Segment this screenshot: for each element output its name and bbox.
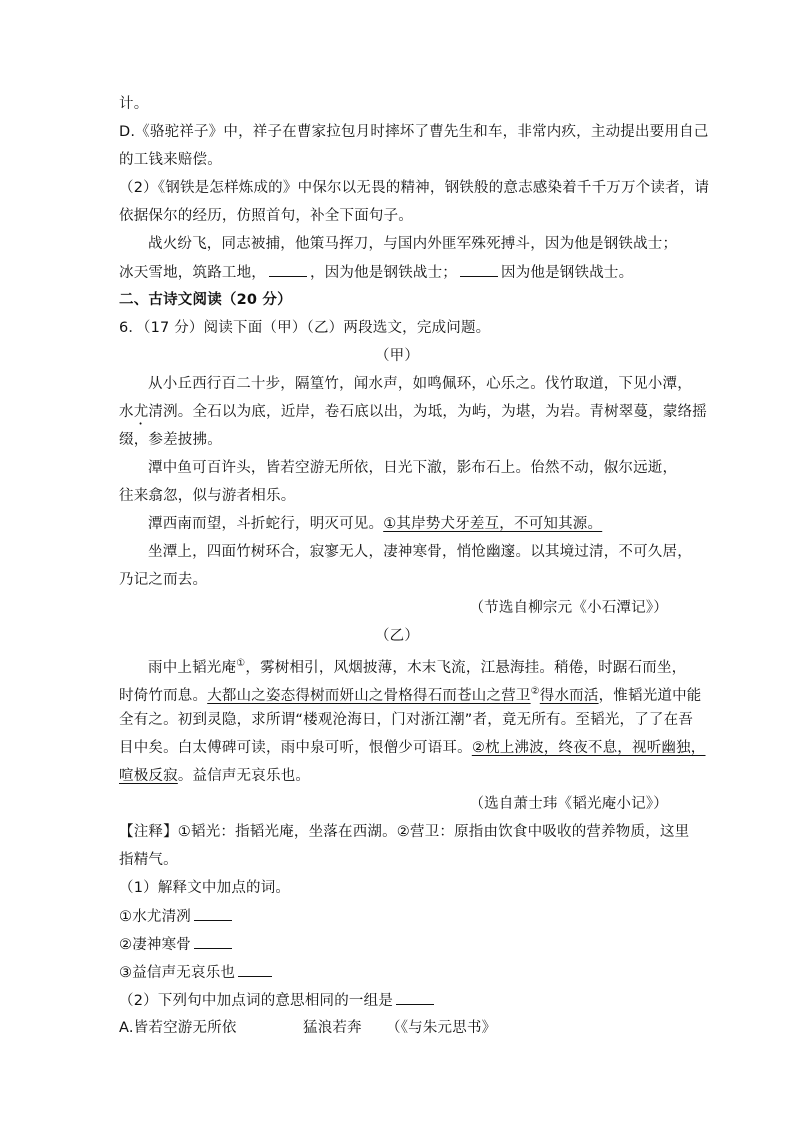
- passage-b-source: （选自萧士玮《韬光庵小记》）: [469, 796, 668, 812]
- notes-line-2: 指精气。: [119, 852, 178, 868]
- option-a-text: A.皆若空游无所依: [119, 1020, 237, 1036]
- text-run: ，雾树相引，风烟披薄，木末飞流，江悬海挂。稍倦，时踞石而坐，: [245, 659, 687, 676]
- text-run: 目中矣。白太傅碑可读，雨中泉可听，恨僧少可语耳。: [119, 740, 472, 756]
- item-text: ①水尤清冽: [119, 909, 191, 925]
- option-d-line-2: 的工钱来赔偿。: [119, 152, 222, 168]
- explain-item-3: [119, 962, 275, 983]
- answer-blank[interactable]: [238, 962, 272, 977]
- passage-b-line: [148, 654, 686, 678]
- option-a-compare: 猛浪若奔: [303, 1020, 362, 1036]
- passage-a-line: [119, 402, 707, 428]
- item-text: ③益信声无哀乐也: [119, 965, 236, 981]
- underlined-sentence-2-cont: 喧极反寂: [119, 768, 178, 784]
- explain-item-1: [119, 906, 235, 927]
- section-heading: 二、古诗文阅读（20 分）: [119, 292, 292, 308]
- answer-blank[interactable]: [269, 262, 307, 277]
- item-text: ②凄神寒骨: [119, 937, 191, 953]
- passage-a-line: [148, 514, 602, 534]
- imitation-sentence: [119, 262, 633, 283]
- answer-blank[interactable]: [194, 906, 232, 921]
- imitation-suffix: 因为他是钢铁战士。: [501, 265, 634, 281]
- passage-a-line: 从小丘西行百二十步，隔篁竹，闻水声，如鸣佩环，心乐之。伐竹取道，下见小潭，: [148, 376, 692, 392]
- passage-a-line: 乃记之而去。: [119, 572, 208, 588]
- passage-b-line: [119, 738, 706, 758]
- answer-blank[interactable]: [396, 990, 434, 1005]
- passage-a-line: 缀，参差披拂。: [119, 432, 222, 448]
- passage-b-line: [119, 766, 310, 786]
- prev-question-continuation: 计。: [119, 96, 149, 112]
- footnote-marker: ①: [236, 658, 246, 669]
- text-run: 水: [119, 404, 134, 420]
- text-run: 。益信声无哀乐也。: [177, 768, 311, 784]
- sub-question-2: [119, 990, 437, 1011]
- passage-b-label: （乙）: [374, 628, 420, 644]
- imitation-middle: ，因为他是钢铁战士；: [310, 265, 457, 281]
- option-d-line-1: D.《骆驼祥子》中，祥子在曹家拉包月时摔坏了曹先生和车，非常内疚，主动提出要用自己: [119, 124, 709, 140]
- footnote-marker: ②: [530, 686, 540, 697]
- notes-line-1: 【注释】①韬光：指韬光庵，坐落在西湖。②营卫：原指由饮食中吸收的营养物质，这里: [119, 824, 690, 840]
- passage-a-line: 坐潭上，四面竹树环合，寂寥无人，凄神寒骨，悄怆幽邃。以其境过清，不可久居，: [148, 544, 692, 560]
- underlined-sentence: 得水而活: [539, 687, 599, 704]
- passage-b-line: [119, 682, 702, 706]
- text-run: 雨中上韬光庵: [148, 659, 237, 676]
- passage-a-source: （节选自柳宗元《小石潭记》）: [469, 600, 668, 616]
- text-run: 时倚竹而息。: [119, 687, 208, 704]
- text-run: 清洌。全石以为底，近岸，卷石底以出，为坻，为屿，为堪，为岩。青树翠蔓，蒙络摇: [148, 404, 708, 420]
- explain-item-2: [119, 934, 235, 955]
- sub-question-1: （1）解释文中加点的词。: [119, 880, 291, 896]
- dotted-word: 尤: [133, 404, 149, 420]
- option-a-source: （《与朱元思书》: [386, 1020, 497, 1036]
- imitation-prefix: 冰天雪地，筑路工地，: [119, 265, 266, 281]
- answer-blank[interactable]: [194, 934, 232, 949]
- passage-a-label: （甲）: [374, 348, 420, 364]
- passage-b-line: 全有之。初到灵隐，求所谓“楼观沧海日，门对浙江潮”者，竟无所有。至韬光，了了在吾: [119, 712, 694, 728]
- question-2-line-1: （2）《钢铁是怎样炼成的》中保尔以无畏的精神，钢铁般的意志感染着千千万万个读者，请: [119, 180, 710, 196]
- text-run: 潭西南而望，斗折蛇行，明灭可见。: [148, 516, 384, 532]
- underlined-sentence-2: ②枕上沸波，终夜不息，视听幽独，: [471, 740, 706, 756]
- underlined-sentence: 大都山之姿态得树而妍山之骨格得石而苍山之营卫: [207, 687, 531, 704]
- option-a-line: [119, 1018, 237, 1038]
- example-sentence: 战火纷飞，同志被捕，他策马挥刀，与国内外匪军殊死搏斗，因为他是钢铁战士；: [148, 236, 678, 252]
- question-text: （2）下列句中加点词的意思相同的一组是: [119, 993, 394, 1009]
- passage-a-line: 往来翕忽，似与游者相乐。: [119, 488, 296, 504]
- underlined-sentence-1: ①其岸势犬牙差互，不可知其源。: [383, 516, 603, 532]
- question-2-line-2: 依据保尔的经历，仿照首句，补全下面句子。: [119, 208, 413, 224]
- question-6-intro: 6．（17 分）阅读下面（甲）（乙）两段选文，完成问题。: [119, 320, 491, 336]
- answer-blank[interactable]: [460, 262, 498, 277]
- text-run: ，惟韬光道中能: [598, 687, 702, 704]
- passage-a-line: 潭中鱼可百许头，皆若空游无所依，日光下澈，影布石上。佁然不动，俶尔远逝，: [148, 460, 678, 476]
